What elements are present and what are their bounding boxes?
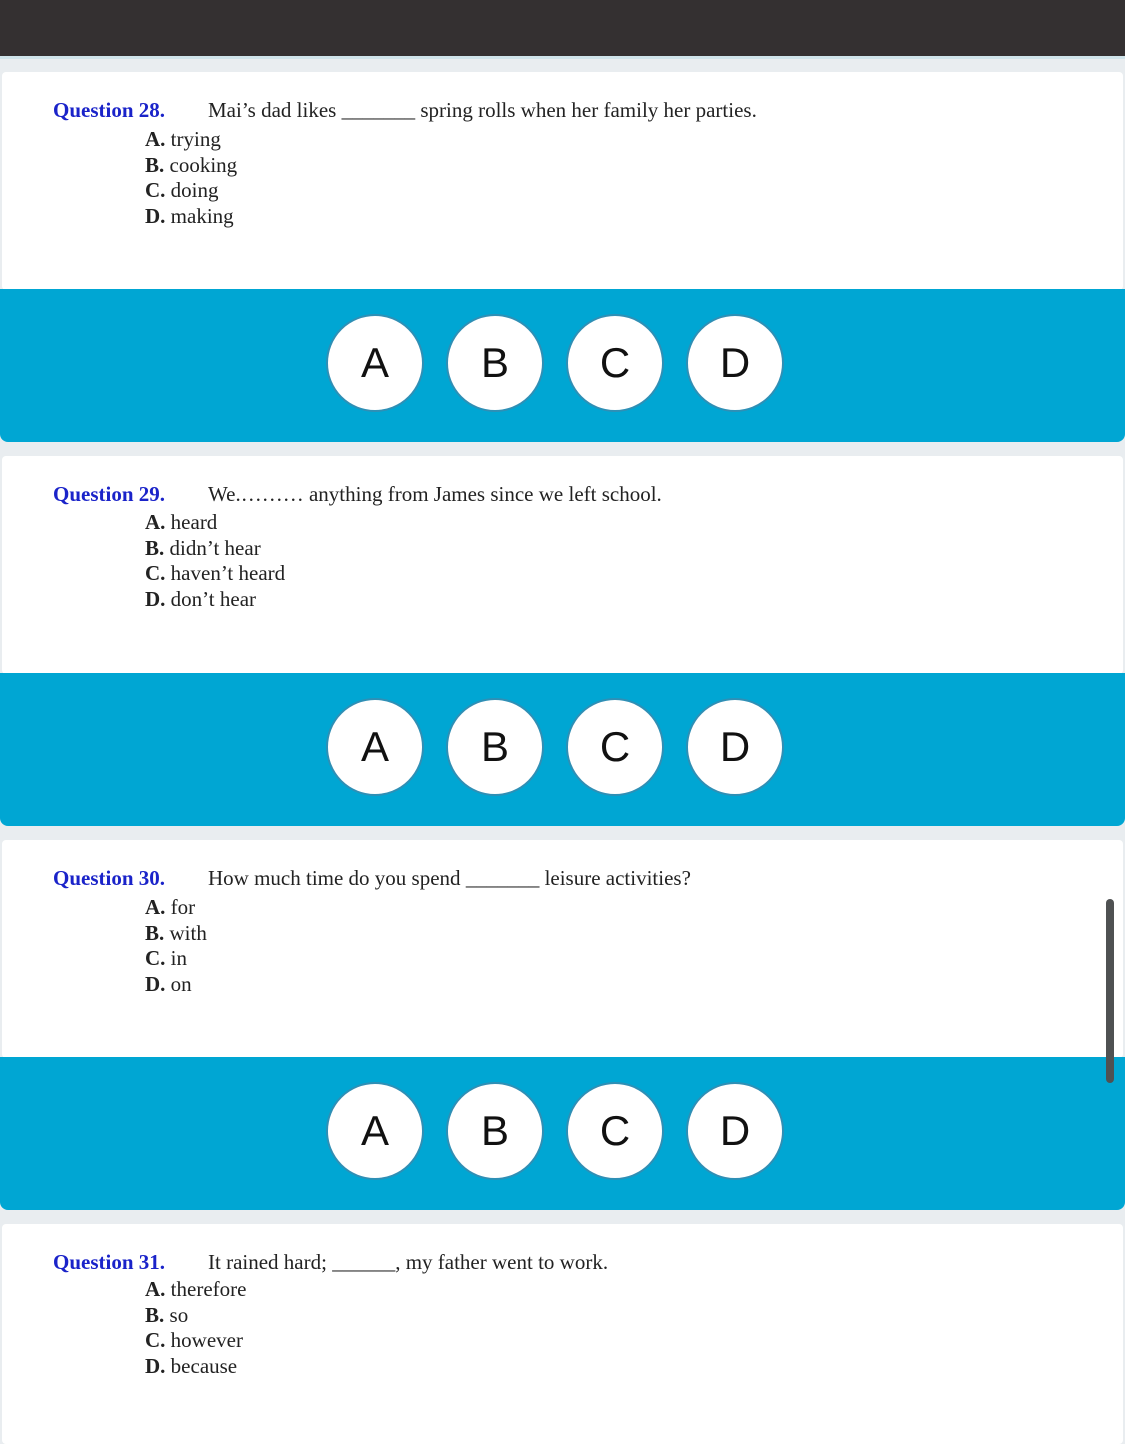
answer-c-button[interactable]: C <box>566 314 664 412</box>
top-app-bar <box>0 0 1125 56</box>
question-text-before: Mai’s dad likes <box>208 98 342 122</box>
question-text-after: anything from James since we left school. <box>308 482 662 506</box>
question-card <box>2 456 1123 674</box>
option-a: A. heard <box>145 510 218 534</box>
option-a: A. for <box>145 895 196 919</box>
scrollbar-thumb[interactable] <box>1106 899 1114 1083</box>
question-blank: _______ <box>341 98 416 122</box>
question-stem <box>53 98 757 123</box>
answer-a-button[interactable]: A <box>326 314 424 412</box>
question-text-after: , my father went to work. <box>395 1250 609 1274</box>
question-number: Question 29. <box>53 482 166 506</box>
question-card <box>2 840 1123 1058</box>
option-a: A. therefore <box>145 1277 247 1301</box>
option-b: B. with <box>145 920 207 945</box>
answer-bar <box>0 1057 1125 1210</box>
option-d: D. don’t hear <box>145 586 257 611</box>
option-b: B. cooking <box>145 152 238 177</box>
option-c: C. in <box>145 946 188 970</box>
option-c: C. doing <box>145 178 219 202</box>
question-card <box>2 1224 1123 1444</box>
question-blank: ______ <box>332 1250 396 1274</box>
option-a: A. trying <box>145 127 221 151</box>
question-number: Question 30. <box>53 866 166 890</box>
answer-d-button[interactable]: D <box>686 1082 784 1180</box>
option-b: B. didn’t hear <box>145 535 261 560</box>
question-stem <box>53 1250 608 1275</box>
option-list <box>145 895 207 997</box>
option-c: C. haven’t heard <box>145 561 286 585</box>
option-list <box>145 1277 246 1379</box>
answer-a-button[interactable]: A <box>326 1082 424 1180</box>
option-d: D. because <box>145 1353 238 1378</box>
answer-b-button[interactable]: B <box>446 314 544 412</box>
question-text-before: We. <box>208 482 241 506</box>
question-stem <box>53 482 662 507</box>
question-stem <box>53 866 691 891</box>
option-d: D. on <box>145 971 192 996</box>
question-number: Question 28. <box>53 98 166 122</box>
answer-d-button[interactable]: D <box>686 698 784 796</box>
question-number: Question 31. <box>53 1250 166 1274</box>
option-c: C. however <box>145 1328 243 1352</box>
option-b: B. so <box>145 1302 189 1327</box>
top-app-bar-divider <box>0 56 1125 59</box>
answer-bar <box>0 673 1125 826</box>
question-card <box>2 72 1123 290</box>
answer-b-button[interactable]: B <box>446 698 544 796</box>
option-list <box>145 510 285 612</box>
question-text-after: spring rolls when her family her parties. <box>415 98 757 122</box>
answer-bar <box>0 289 1125 442</box>
option-d: D. making <box>145 203 234 228</box>
answer-c-button[interactable]: C <box>566 698 664 796</box>
question-blank: _______ <box>465 866 540 890</box>
question-text-before: How much time do you spend <box>208 866 466 890</box>
answer-d-button[interactable]: D <box>686 314 784 412</box>
answer-a-button[interactable]: A <box>326 698 424 796</box>
question-text-before: It rained hard; <box>208 1250 333 1274</box>
option-list <box>145 127 237 229</box>
question-blank: ……… <box>240 482 309 506</box>
answer-b-button[interactable]: B <box>446 1082 544 1180</box>
answer-c-button[interactable]: C <box>566 1082 664 1180</box>
question-text-after: leisure activities? <box>539 866 691 890</box>
